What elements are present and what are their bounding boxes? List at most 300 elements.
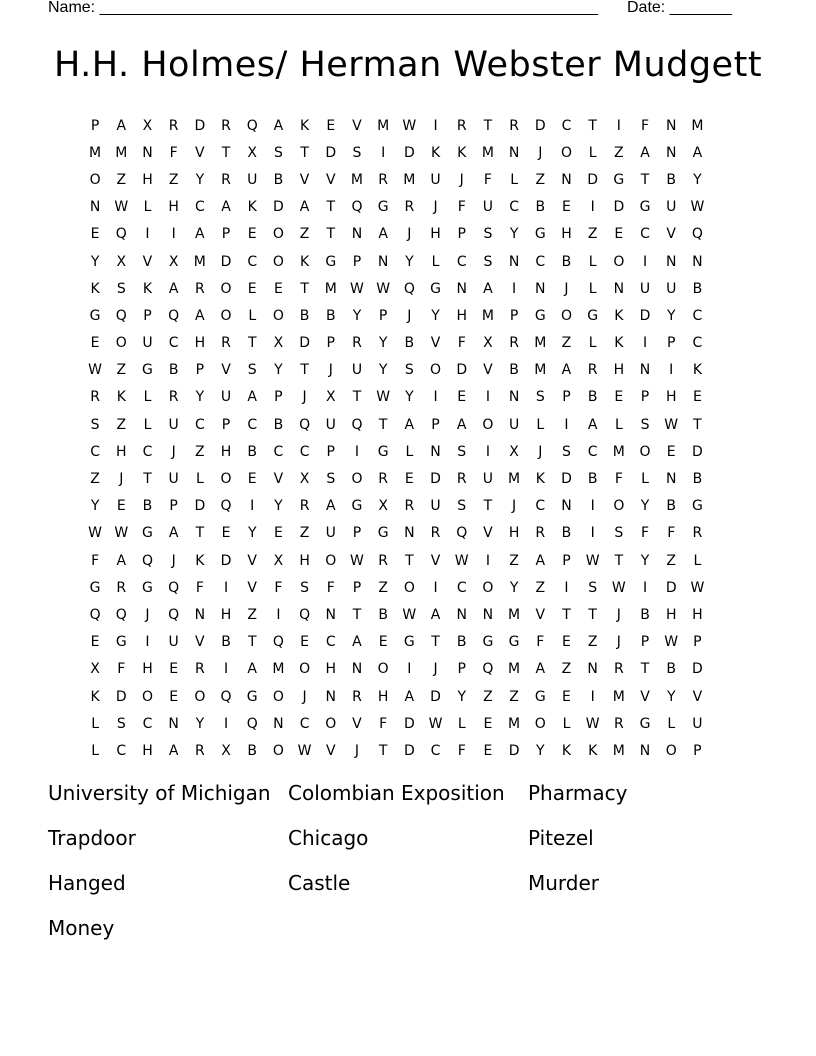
grid-letter: J	[538, 443, 543, 460]
grid-letter: U	[325, 416, 336, 433]
grid-letter: R	[221, 335, 231, 352]
grid-letter: O	[665, 742, 677, 759]
grid-letter: S	[247, 362, 257, 379]
grid-letter: R	[352, 335, 362, 352]
grid-letter: O	[560, 307, 572, 324]
grid-letter: E	[483, 742, 493, 759]
grid-letter: A	[561, 362, 572, 379]
grid-letter: T	[588, 117, 597, 134]
grid-letter: X	[142, 117, 153, 134]
grid-row	[82, 221, 742, 248]
grid-letter: Q	[351, 199, 363, 216]
grid-letter: K	[247, 199, 257, 216]
grid-row	[82, 547, 742, 574]
grid-letter: P	[90, 117, 100, 134]
grid-letter: I	[642, 335, 648, 352]
grid-letter: X	[273, 552, 284, 569]
header-line	[48, 0, 748, 19]
grid-letter: U	[168, 471, 179, 488]
grid-letter: J	[328, 362, 333, 379]
grid-letter: S	[273, 144, 283, 161]
grid-letter: O	[272, 307, 284, 324]
grid-letter: R	[535, 525, 546, 542]
grid-letter: N	[430, 443, 441, 460]
grid-letter: Z	[116, 362, 127, 379]
grid-letter: I	[145, 226, 150, 243]
grid-letter: B	[456, 634, 467, 651]
grid-letter: V	[325, 742, 336, 759]
grid-letter: R	[509, 117, 519, 134]
grid-row	[82, 737, 742, 764]
grid-letter: I	[590, 525, 595, 542]
grid-letter: P	[457, 661, 466, 678]
grid-letter: R	[299, 498, 310, 515]
grid-letter: Y	[90, 498, 100, 515]
grid-letter: M	[508, 661, 521, 678]
grid-letter: O	[613, 498, 625, 515]
grid-letter: Z	[116, 171, 127, 188]
grid-letter: L	[536, 416, 545, 433]
grid-letter: I	[171, 226, 176, 243]
grid-letter: A	[325, 498, 336, 515]
grid-letter: U	[430, 498, 441, 515]
grid-row	[82, 629, 742, 656]
grid-letter: A	[640, 144, 650, 161]
name-field-label[interactable]: Name: ________________________________________________________	[48, 0, 598, 16]
grid-letter: R	[456, 117, 467, 134]
grid-letter: X	[299, 471, 310, 488]
grid-letter: L	[588, 280, 597, 297]
grid-letter: A	[404, 688, 415, 705]
grid-letter: N	[325, 688, 337, 705]
word-list-item: Hanged	[48, 871, 126, 895]
grid-letter: I	[354, 443, 360, 460]
grid-letter: C	[142, 715, 153, 732]
grid-letter: L	[510, 171, 518, 188]
grid-letter: N	[168, 715, 179, 732]
grid-letter: V	[221, 362, 231, 379]
grid-letter: O	[194, 688, 206, 705]
grid-letter: Z	[561, 335, 572, 352]
grid-letter: P	[693, 634, 702, 651]
grid-letter: Q	[299, 606, 311, 623]
grid-letter: R	[90, 389, 100, 406]
grid-letter: Q	[115, 307, 127, 324]
grid-letter: Y	[247, 525, 257, 542]
grid-letter: C	[587, 443, 598, 460]
grid-letter: L	[91, 742, 99, 759]
grid-letter: T	[405, 552, 414, 569]
grid-letter: K	[142, 280, 153, 297]
grid-letter: S	[90, 416, 100, 433]
grid-letter: M	[612, 742, 625, 759]
grid-letter: J	[171, 443, 176, 460]
grid-letter: L	[143, 199, 152, 216]
grid-letter: E	[692, 389, 702, 406]
grid-letter: V	[325, 171, 336, 188]
grid-letter: A	[168, 742, 179, 759]
grid-letter: N	[535, 280, 546, 297]
grid-letter: T	[300, 280, 309, 297]
grid-letter: R	[587, 362, 598, 379]
grid-letter: J	[616, 606, 621, 623]
grid-letter: T	[431, 634, 440, 651]
grid-letter: U	[168, 634, 179, 651]
grid-letter: U	[325, 525, 336, 542]
grid-letter: Z	[483, 688, 493, 705]
grid-letter: I	[590, 199, 595, 216]
grid-letter: K	[457, 144, 467, 161]
grid-letter: O	[220, 307, 232, 324]
grid-letter: T	[352, 389, 362, 406]
grid-letter: K	[195, 552, 205, 569]
grid-letter: O	[272, 742, 284, 759]
grid-letter: A	[221, 199, 231, 216]
grid-letter: A	[273, 117, 284, 134]
grid-letter: V	[483, 525, 493, 542]
grid-letter: D	[403, 144, 415, 161]
grid-letter: B	[666, 498, 677, 515]
grid-letter: M	[272, 661, 285, 678]
grid-letter: P	[640, 389, 650, 406]
grid-letter: R	[194, 742, 205, 759]
grid-letter: Y	[536, 742, 545, 759]
grid-letter: Q	[220, 688, 232, 705]
grid-letter: W	[376, 280, 391, 297]
grid-letter: T	[221, 144, 231, 161]
grid-letter: P	[326, 443, 335, 460]
grid-letter: O	[299, 661, 311, 678]
grid-letter: O	[639, 443, 651, 460]
grid-row	[82, 194, 742, 221]
grid-letter: S	[483, 253, 493, 270]
grid-letter: O	[220, 280, 232, 297]
grid-letter: L	[614, 416, 623, 433]
grid-letter: N	[639, 742, 651, 759]
grid-letter: A	[430, 606, 441, 623]
grid-letter: C	[325, 634, 336, 651]
grid-letter: H	[194, 335, 206, 352]
grid-letter: F	[457, 742, 466, 759]
grid-letter: T	[693, 416, 702, 433]
grid-letter: N	[89, 199, 101, 216]
grid-letter: M	[350, 171, 364, 188]
grid-letter: G	[482, 634, 494, 651]
grid-letter: B	[325, 307, 336, 324]
grid-letter: L	[405, 443, 414, 460]
grid-letter: R	[194, 661, 205, 678]
grid-letter: X	[116, 253, 127, 270]
grid-letter: B	[378, 606, 388, 623]
grid-letter: N	[325, 606, 337, 623]
grid-letter: U	[430, 171, 441, 188]
grid-row	[82, 438, 742, 465]
grid-letter: D	[692, 443, 703, 460]
grid-letter: P	[326, 335, 335, 352]
grid-letter: H	[299, 552, 310, 569]
grid-letter: A	[535, 661, 546, 678]
grid-letter: W	[376, 389, 391, 406]
grid-letter: C	[273, 443, 284, 460]
grid-letter: Z	[535, 579, 546, 596]
grid-letter: C	[456, 253, 467, 270]
grid-letter: M	[89, 144, 102, 161]
grid-letter: R	[378, 552, 389, 569]
grid-letter: C	[299, 443, 310, 460]
grid-letter: T	[378, 416, 388, 433]
grid-letter: E	[221, 525, 231, 542]
grid-letter: N	[351, 661, 363, 678]
grid-letter: V	[352, 715, 362, 732]
grid-letter: A	[247, 389, 257, 406]
grid-letter: N	[665, 253, 677, 270]
grid-letter: W	[664, 634, 679, 651]
grid-letter: R	[456, 471, 467, 488]
grid-letter: F	[483, 171, 492, 188]
grid-letter: N	[273, 715, 284, 732]
grid-letter: A	[168, 525, 179, 542]
grid-letter: P	[274, 389, 283, 406]
grid-letter: P	[562, 389, 571, 406]
grid-letter: N	[456, 280, 467, 297]
grid-row	[82, 166, 742, 193]
grid-letter: Q	[246, 117, 258, 134]
grid-letter: M	[115, 144, 128, 161]
grid-letter: G	[691, 498, 703, 515]
word-list-item: Pitezel	[528, 826, 594, 850]
grid-letter: J	[433, 199, 438, 216]
grid-letter: V	[299, 171, 310, 188]
word-list-item: Murder	[528, 871, 600, 895]
grid-letter: C	[509, 199, 519, 216]
grid-letter: N	[194, 606, 206, 623]
grid-letter: N	[142, 144, 153, 161]
grid-letter: I	[616, 117, 621, 134]
grid-letter: X	[509, 443, 519, 460]
grid-letter: M	[193, 253, 206, 270]
grid-letter: T	[300, 362, 309, 379]
grid-letter: E	[116, 498, 126, 515]
grid-letter: X	[247, 144, 258, 161]
grid-letter: M	[534, 362, 547, 379]
grid-letter: F	[326, 579, 335, 596]
grid-letter: B	[666, 661, 677, 678]
grid-letter: M	[508, 606, 521, 623]
grid-letter: E	[666, 443, 676, 460]
grid-letter: E	[326, 117, 336, 134]
grid-letter: Q	[456, 525, 468, 542]
grid-letter: R	[168, 389, 179, 406]
grid-letter: G	[351, 498, 363, 515]
grid-letter: D	[456, 362, 468, 379]
grid-letter: J	[354, 742, 360, 759]
grid-letter: U	[666, 280, 677, 297]
grid-letter: Y	[431, 307, 440, 324]
grid-letter: D	[194, 117, 206, 134]
grid-letter: O	[325, 715, 337, 732]
grid-letter: I	[223, 579, 229, 596]
grid-letter: J	[564, 280, 569, 297]
grid-letter: T	[352, 606, 362, 623]
grid-letter: E	[562, 688, 571, 705]
grid-letter: A	[483, 280, 493, 297]
grid-letter: S	[326, 471, 336, 488]
grid-letter: M	[324, 280, 337, 297]
grid-letter: P	[169, 498, 178, 515]
grid-letter: T	[588, 606, 597, 623]
grid-letter: H	[456, 307, 467, 324]
grid-letter: W	[428, 715, 443, 732]
grid-letter: E	[300, 634, 310, 651]
grid-letter: T	[195, 525, 205, 542]
grid-letter: Y	[693, 171, 702, 188]
grid-letter: O	[613, 253, 625, 270]
grid-letter: D	[613, 199, 625, 216]
grid-letter: P	[693, 742, 702, 759]
grid-letter: U	[666, 199, 677, 216]
grid-letter: B	[587, 389, 598, 406]
grid-letter: S	[352, 144, 362, 161]
grid-letter: Z	[168, 171, 179, 188]
grid-letter: W	[611, 579, 626, 596]
grid-letter: S	[640, 416, 650, 433]
grid-letter: J	[433, 661, 438, 678]
grid-letter: X	[483, 335, 493, 352]
grid-letter: S	[457, 498, 467, 515]
grid-row	[82, 330, 742, 357]
grid-letter: F	[641, 525, 650, 542]
grid-letter: P	[457, 226, 466, 243]
grid-letter: I	[590, 688, 595, 705]
grid-letter: B	[692, 280, 703, 297]
grid-letter: U	[482, 471, 494, 488]
grid-letter: D	[403, 742, 415, 759]
grid-letter: N	[404, 525, 415, 542]
grid-letter: Y	[378, 335, 388, 352]
grid-row	[82, 384, 742, 411]
grid-letter: Y	[509, 226, 519, 243]
grid-letter: U	[220, 389, 232, 406]
grid-letter: Z	[587, 226, 598, 243]
grid-letter: N	[665, 144, 677, 161]
grid-letter: E	[562, 199, 571, 216]
word-list-item: Trapdoor	[48, 826, 136, 850]
grid-letter: W	[585, 715, 600, 732]
grid-letter: N	[561, 498, 572, 515]
grid-letter: P	[640, 634, 650, 651]
grid-letter: O	[89, 171, 101, 188]
grid-letter: H	[325, 661, 337, 678]
grid-letter: U	[142, 335, 153, 352]
grid-letter: I	[433, 117, 438, 134]
grid-letter: T	[614, 552, 624, 569]
grid-letter: V	[535, 606, 546, 623]
grid-letter: R	[352, 688, 362, 705]
grid-letter: S	[116, 715, 126, 732]
grid-row	[82, 357, 742, 384]
grid-letter: O	[482, 579, 494, 596]
grid-letter: Q	[482, 661, 494, 678]
grid-letter: W	[690, 579, 705, 596]
grid-letter: H	[142, 661, 153, 678]
grid-letter: R	[194, 280, 205, 297]
grid-letter: A	[352, 634, 362, 651]
grid-letter: Z	[247, 606, 258, 623]
grid-letter: J	[302, 389, 307, 406]
grid-letter: N	[508, 253, 520, 270]
grid-letter: E	[247, 226, 257, 243]
grid-letter: G	[89, 307, 101, 324]
grid-letter: J	[145, 606, 150, 623]
grid-letter: A	[299, 199, 310, 216]
grid-letter: Q	[403, 280, 415, 297]
grid-letter: T	[378, 742, 388, 759]
grid-letter: C	[561, 117, 572, 134]
grid-letter: A	[168, 280, 179, 297]
grid-letter: S	[562, 443, 571, 460]
grid-letter: L	[588, 335, 597, 352]
grid-row	[82, 683, 742, 710]
grid-letter: G	[325, 253, 337, 270]
grid-letter: I	[433, 579, 438, 596]
grid-letter: D	[561, 471, 572, 488]
grid-letter: Y	[274, 498, 283, 515]
grid-letter: O	[403, 579, 415, 596]
word-list-item: Pharmacy	[528, 781, 628, 805]
grid-letter: K	[535, 471, 545, 488]
grid-letter: Y	[457, 688, 466, 705]
grid-letter: G	[403, 634, 415, 651]
grid-letter: O	[351, 471, 363, 488]
grid-letter: K	[614, 307, 624, 324]
grid-letter: P	[221, 226, 231, 243]
grid-letter: W	[664, 416, 679, 433]
grid-letter: T	[247, 634, 257, 651]
grid-letter: N	[351, 226, 363, 243]
grid-letter: Z	[299, 525, 310, 542]
grid-letter: G	[377, 199, 389, 216]
grid-letter: Z	[509, 552, 519, 569]
grid-row	[82, 139, 742, 166]
grid-letter: P	[509, 307, 519, 324]
grid-letter: V	[273, 471, 284, 488]
grid-letter: S	[588, 579, 598, 596]
date-field-label[interactable]: Date: _______	[627, 0, 732, 16]
grid-letter: T	[483, 498, 493, 515]
grid-letter: D	[273, 199, 284, 216]
grid-letter: F	[614, 471, 623, 488]
grid-letter: N	[561, 171, 572, 188]
grid-letter: U	[168, 416, 179, 433]
grid-letter: Y	[509, 579, 519, 596]
grid-letter: N	[613, 280, 625, 297]
grid-letter: H	[168, 199, 179, 216]
grid-letter: S	[614, 525, 624, 542]
grid-letter: B	[142, 498, 153, 515]
grid-letter: S	[457, 443, 467, 460]
grid-letter: O	[534, 715, 546, 732]
grid-letter: K	[90, 688, 100, 705]
grid-letter: T	[247, 335, 257, 352]
grid-letter: J	[407, 226, 412, 243]
grid-letter: J	[616, 634, 621, 651]
grid-letter: G	[534, 226, 546, 243]
grid-letter: T	[640, 171, 650, 188]
grid-letter: Y	[195, 389, 205, 406]
grid-letter: Z	[535, 171, 546, 188]
grid-letter: F	[457, 199, 466, 216]
grid-letter: V	[640, 688, 650, 705]
